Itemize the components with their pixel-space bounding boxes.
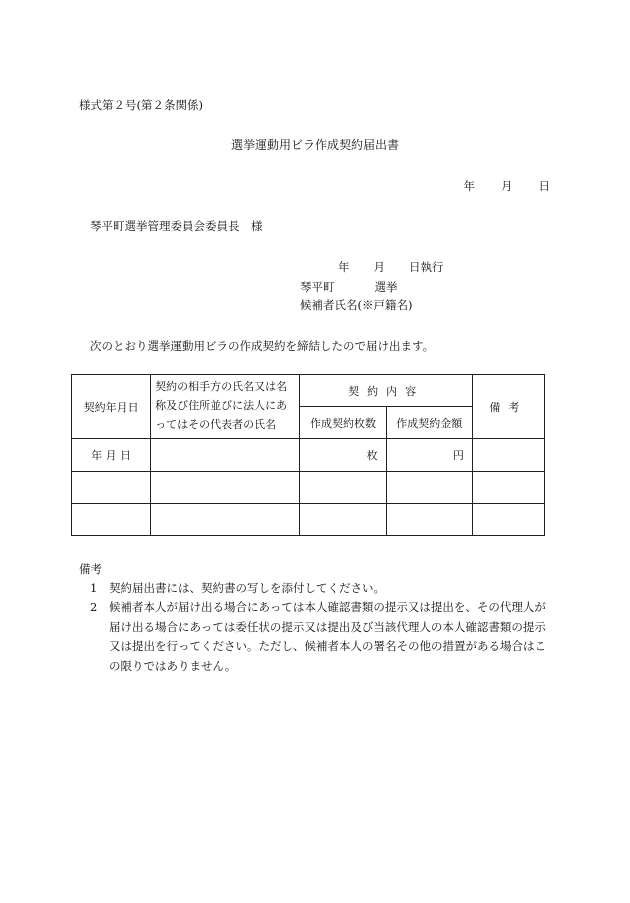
row-amount-cell[interactable]: 円 [386, 439, 472, 472]
note-item [90, 579, 550, 599]
addressee: 琴平町選挙管理委員会委員長 様 [90, 219, 263, 233]
notes-heading: 備考 [79, 562, 102, 576]
header-notes: 備考 [472, 375, 544, 439]
table-row [72, 504, 545, 536]
execution-date [338, 259, 444, 275]
header-contract-count: 作成契約枚数 [300, 407, 386, 439]
row-count-cell[interactable]: 枚 [300, 439, 386, 472]
header-contract-content: 契約内容 [300, 375, 472, 407]
table-row [72, 439, 545, 472]
date-day: 日 [538, 179, 550, 193]
row-notes-cell[interactable] [472, 439, 544, 472]
date-month: 月 [501, 179, 513, 193]
election-town: 琴平町 [300, 280, 335, 294]
header-contract-amount: 作成契約金額 [386, 407, 472, 439]
note-item [90, 598, 550, 676]
row-notes-cell[interactable] [472, 504, 544, 536]
row-notes-cell[interactable] [472, 472, 544, 504]
row-party-cell[interactable] [151, 472, 300, 504]
row-party-cell[interactable] [151, 504, 300, 536]
candidate-name-label: 候補者氏名(※戸籍名) [300, 298, 413, 312]
exec-month: 月 [373, 260, 385, 274]
table-row [72, 472, 545, 504]
row-date-cell[interactable] [72, 472, 151, 504]
contract-table [71, 374, 545, 536]
header-contract-date: 契約年月日 [72, 375, 151, 439]
submission-date [464, 178, 551, 194]
date-year: 年 [463, 179, 475, 193]
row-amount-cell[interactable] [386, 472, 472, 504]
note-number: 2 [90, 600, 98, 614]
header-contract-party: 契約の相手方の氏名又は名称及び住所並びに法人にあってはその代表者の氏名 [151, 375, 300, 439]
note-number: 1 [90, 581, 98, 595]
exec-day: 日執行 [409, 260, 444, 274]
election-name [300, 279, 398, 295]
form-number: 様式第２号(第２条関係) [79, 98, 203, 112]
exec-year: 年 [338, 260, 350, 274]
row-count-cell[interactable] [300, 504, 386, 536]
note-text: 契約届出書には、契約書の写しを添付してください。 [109, 581, 385, 595]
row-party-cell[interactable] [151, 439, 300, 472]
intro-text: 次のとおり選挙運動用ビラの作成契約を締結したので届け出ます。 [90, 339, 435, 353]
election-word: 選挙 [374, 280, 398, 294]
row-date-cell[interactable]: 年 月 日 [72, 439, 151, 472]
row-amount-cell[interactable] [386, 504, 472, 536]
document-title: 選挙運動用ビラ作成契約届出書 [230, 138, 399, 152]
row-count-cell[interactable] [300, 472, 386, 504]
note-text: 候補者本人が届け出る場合にあっては本人確認書類の提示又は提出を、その代理人が届け出る場合にあっては委任状の提示又は提出及び当該代理人の本人確認書類の提示又は提出を行ってください。ただし、候補者本人の署名その他の措置がある場合はこの限りではありません。 [109, 600, 546, 673]
row-date-cell[interactable] [72, 504, 151, 536]
